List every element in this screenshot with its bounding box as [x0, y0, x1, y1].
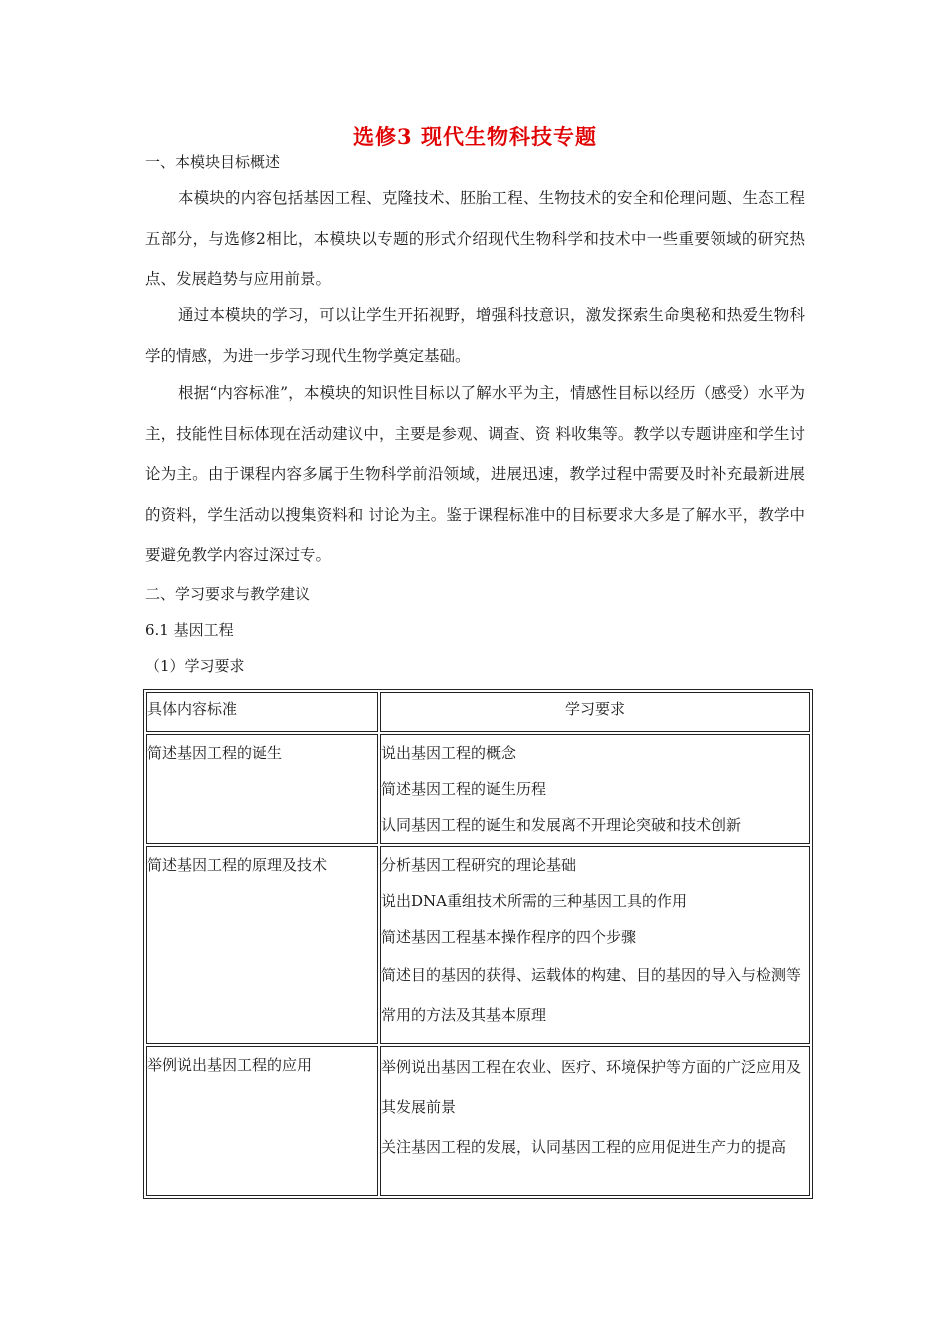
requirement-item: 简述目的基因的获得、运载体的构建、目的基因的导入与检测等常用的方法及其基本原理 [381, 966, 802, 1024]
subsection-heading-learning-requirements: （1）学习要求 [145, 657, 245, 675]
table-cell-standard [146, 734, 378, 844]
page-title: 选修3 现代生物科技专题 [353, 124, 597, 149]
table-cell-standard [146, 846, 378, 1044]
requirement-item: 分析基因工程研究的理论基础 [381, 856, 577, 874]
standard-text: 举例说出基因工程的应用 [147, 1056, 313, 1074]
requirement-item: 说出DNA重组技术所需的三种基因工具的作用 [381, 892, 687, 910]
requirement-item: 简述基因工程的诞生历程 [381, 780, 547, 798]
table-row [146, 846, 810, 1044]
table-cell-standard [146, 1046, 378, 1196]
requirements-table [143, 689, 813, 1199]
table-header-requirements: 学习要求 [380, 692, 810, 732]
standard-text: 简述基因工程的原理及技术 [147, 856, 328, 874]
paragraph-content-standards: 根据“内容标准”，本模块的知识性目标以了解水平为主，情感性目标以经历（感受）水平为主，技能性目标体现在活动建议中，主要是参观、调查、资 料收集等。教学以专题讲座和学生讨论为主。由于课程内容多属于生物科学前沿领域，进展迅速，教学过程中需要及时补充最新进展的资料，学生活动以搜集资料和 讨论为主。鉴于课程标准中的目标要求大多是了解水平，教学中要避免教学内容过深过专。 [145, 384, 805, 564]
requirement-item: 认同基因工程的诞生和发展离不开理论突破和技术创新 [381, 816, 742, 834]
requirement-item: 关注基因工程的发展，认同基因工程的应用促进生产力的提高 [381, 1138, 787, 1156]
table-cell-requirements [380, 734, 810, 844]
table-row [146, 1046, 810, 1196]
table-cell-requirements [380, 1046, 810, 1196]
paragraph-module-goals: 通过本模块的学习，可以让学生开拓视野，增强科技意识，激发探索生命奥秘和热爱生物科学的情感，为进一步学习现代生物学奠定基础。 [145, 306, 805, 365]
requirement-item: 举例说出基因工程在农业、医疗、环境保护等方面的广泛应用及其发展前景 [381, 1058, 802, 1116]
section-heading-overview: 一、本模块目标概述 [145, 153, 281, 171]
requirement-item: 说出基因工程的概念 [381, 744, 517, 762]
table-header-standard: 具体内容标准 [146, 692, 378, 732]
paragraph-module-content: 本模块的内容包括基因工程、克隆技术、胚胎工程、生物技术的安全和伦理问题、生态工程五部分，与选修2相比，本模块以专题的形式介绍现代生物科学和技术中一些重要领域的研究热点、发展趋势与应用前景。 [145, 189, 805, 288]
standard-text: 简述基因工程的诞生 [147, 744, 283, 762]
table-row [146, 734, 810, 844]
requirement-item: 简述基因工程基本操作程序的四个步骤 [381, 928, 637, 946]
subsection-heading-gene-engineering: 6.1 基因工程 [145, 621, 234, 639]
table-header-row [146, 692, 810, 732]
section-heading-requirements: 二、学习要求与教学建议 [145, 585, 311, 603]
table-cell-requirements [380, 846, 810, 1044]
